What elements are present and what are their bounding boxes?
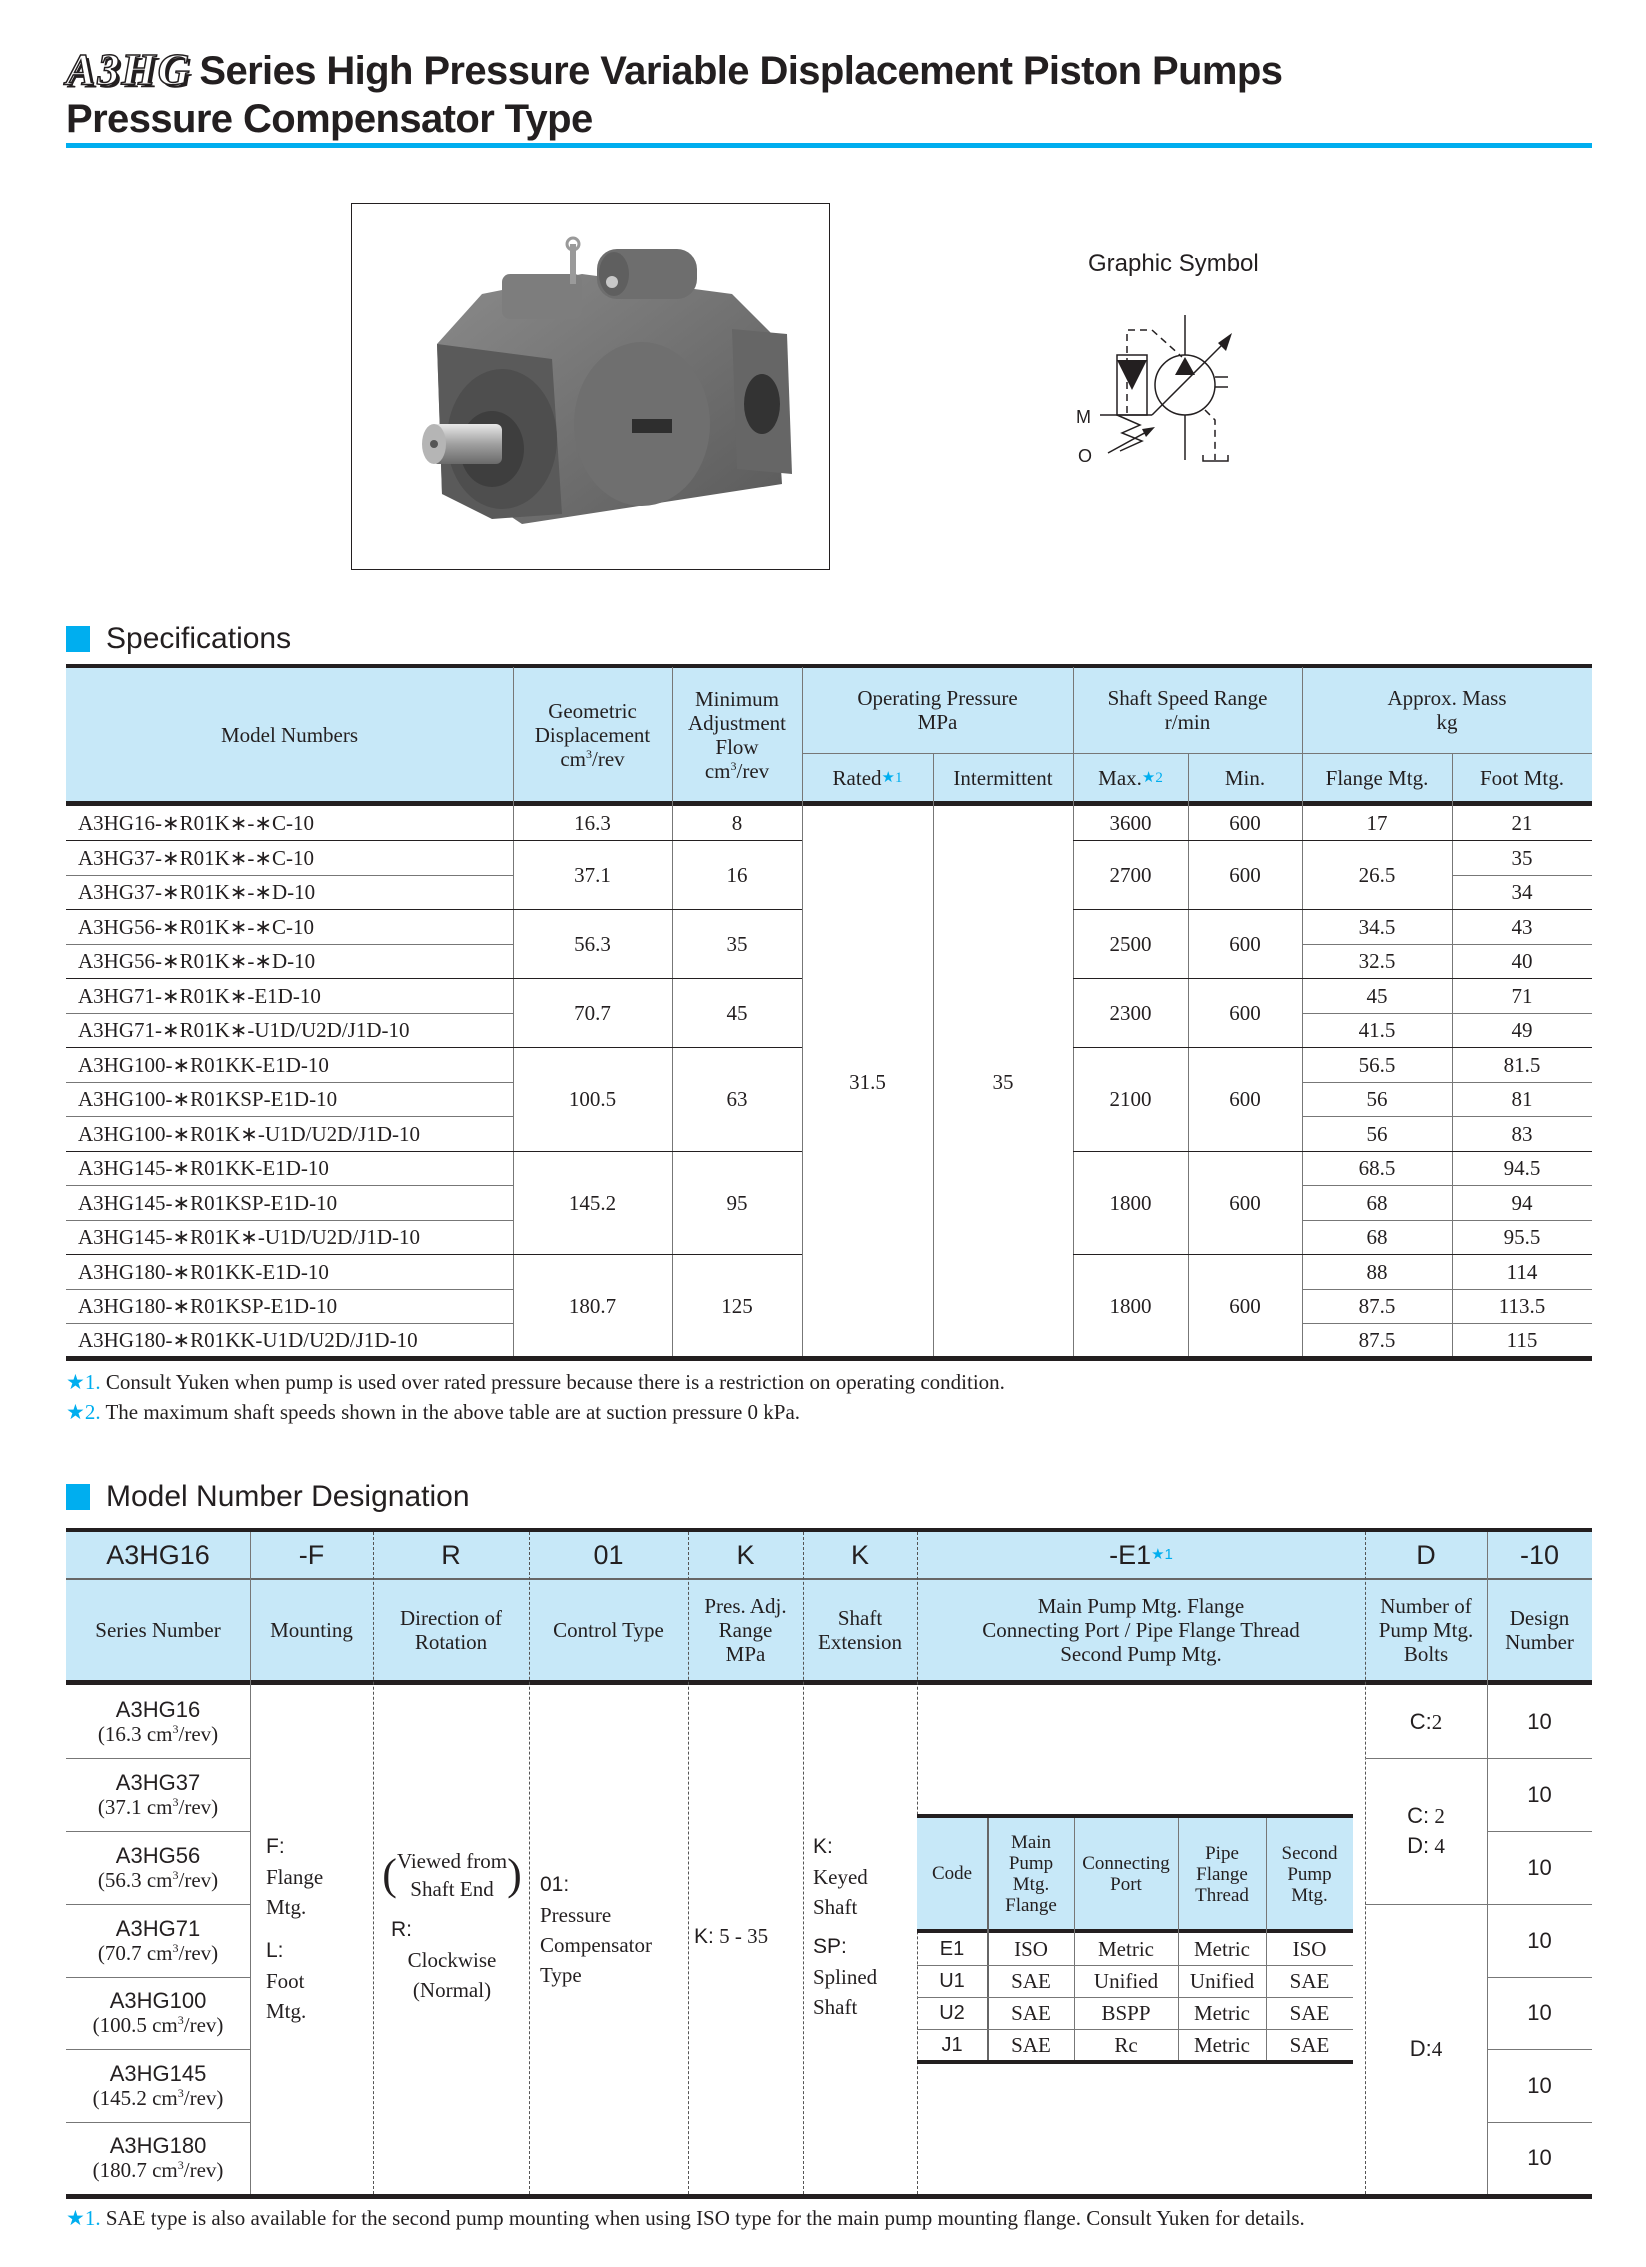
table-row: A3HG16-∗R01K∗-∗C-10 <box>78 811 314 835</box>
foot-mass-cell: 71 <box>1511 983 1533 1008</box>
page-title <box>66 46 1592 143</box>
code-pressure: K <box>736 1540 755 1570</box>
header-geometric-displacement: Geometric Displacement $cm^3$/rev <box>534 699 651 771</box>
label-series: Series Number <box>95 1618 221 1642</box>
min-flow-cell: 45 <box>726 1000 748 1025</box>
series-row: A3HG37 (37.1 $cm^3/rev$) <box>97 1769 219 1819</box>
foot-mass-cell: 83 <box>1511 1121 1533 1146</box>
foot-mass-cell: 35 <box>1511 845 1533 870</box>
title-divider <box>66 143 1592 148</box>
mounting-options: F: Flange Mtg. L: Foot Mtg. <box>266 1835 324 2023</box>
flange-mass-cell: 56 <box>1366 1087 1388 1111</box>
code-direction: R <box>441 1540 461 1570</box>
table-row: A3HG56-∗R01K∗-∗C-10 <box>78 914 314 939</box>
displacement-cell: 70.7 <box>574 1000 611 1025</box>
max-speed-cell: 2100 <box>1109 1087 1152 1111</box>
foot-mass-cell: 49 <box>1511 1018 1533 1042</box>
flange-row-conn: Unified <box>1093 1969 1159 1993</box>
displacement-cell: 100.5 <box>568 1087 617 1111</box>
code-flange: -E1 ★1 <box>1109 1540 1173 1570</box>
flange-mass-cell: 56.5 <box>1358 1052 1396 1077</box>
bolts-group-3: D: 4 <box>1409 2036 1443 2061</box>
header-min-adjustment-flow: Minimum Adjustment Flow $cm^3$/rev <box>688 687 786 783</box>
max-speed-cell: 1800 <box>1109 1293 1152 1318</box>
port-label-m: M <box>1076 407 1091 427</box>
flange-row-main: SAE <box>1011 2033 1051 2057</box>
header-foot-mtg: Foot Mtg. <box>1479 766 1565 790</box>
pressure-range: K: 5 - 35 <box>694 1924 769 1948</box>
label-mounting: Mounting <box>270 1618 353 1642</box>
displacement-cell: 180.7 <box>568 1293 617 1318</box>
flange-mass-cell: 17 <box>1366 811 1388 835</box>
min-speed-cell: 600 <box>1229 1293 1261 1318</box>
flange-header-pipe: Pipe Flange Thread <box>1195 1842 1249 1906</box>
min-flow-cell: 8 <box>731 811 743 835</box>
flange-mass-cell: 87.5 <box>1358 1294 1396 1318</box>
foot-mass-cell: 34 <box>1511 880 1533 904</box>
star-icon: ★2. <box>66 1400 101 1424</box>
label-control: Control Type <box>553 1618 664 1642</box>
min-speed-cell: 600 <box>1229 931 1261 956</box>
rated-pressure-cell: 31.5 <box>849 1070 886 1094</box>
design-number-cell: 10 <box>1527 1927 1552 1953</box>
bolts-group-2: C: 2 D: 4 <box>1407 1803 1445 1858</box>
bolts-group-1: C: 2 <box>1409 1708 1443 1734</box>
foot-mass-cell: 95.5 <box>1503 1225 1541 1249</box>
designation-footnote: ★1. SAE type is also available for the second pump mounting when using ISO type for the main pump mounting flange. Consult Yuken for details. <box>66 2206 1305 2230</box>
foot-mass-cell: 43 <box>1511 914 1533 939</box>
min-speed-cell: 600 <box>1229 811 1261 835</box>
displacement-cell: 145.2 <box>568 1190 617 1215</box>
label-flange: Main Pump Mtg. Flange Connecting Port / Pipe Flange Thread Second Pump Mtg. <box>982 1594 1300 1666</box>
design-number-cell: 10 <box>1527 1781 1552 1807</box>
flange-mass-cell: 87.5 <box>1358 1328 1396 1352</box>
direction-options: ( Viewed from Shaft End ) R: Clockwise (Normal) <box>382 1849 522 2002</box>
flange-row-conn: BSPP <box>1101 2001 1151 2025</box>
series-row: A3HG145 (145.2 $cm^3/rev$) <box>92 2060 224 2110</box>
foot-mass-cell: 81.5 <box>1503 1052 1541 1077</box>
foot-mass-cell: 115 <box>1506 1328 1538 1352</box>
design-number-cell: 10 <box>1527 2145 1552 2170</box>
flange-mass-cell: 68 <box>1366 1190 1388 1215</box>
min-flow-cell: 16 <box>726 862 748 887</box>
header-model-numbers: Model Numbers <box>220 723 359 747</box>
max-speed-cell: 2300 <box>1109 1000 1152 1025</box>
code-control: 01 <box>593 1540 624 1570</box>
flange-row-second: SAE <box>1289 2001 1330 2025</box>
header-approx-mass: Approx. Mass kg <box>1387 686 1507 734</box>
series-row: A3HG100 (100.5 $cm^3/rev$) <box>92 1988 224 2037</box>
table-row: A3HG56-∗R01K∗-∗D-10 <box>78 949 316 973</box>
min-flow-cell: 125 <box>721 1293 753 1318</box>
foot-mass-cell: 40 <box>1511 949 1533 973</box>
foot-mass-cell: 81 <box>1511 1087 1533 1111</box>
flange-header-second: Second Pump Mtg. <box>1281 1842 1338 1906</box>
flange-row-code: U2 <box>939 2002 965 2024</box>
foot-mass-cell: 114 <box>1506 1259 1538 1284</box>
code-series: A3HG16 <box>106 1540 210 1570</box>
design-number-cell: 10 <box>1527 2000 1552 2025</box>
flange-row-second: SAE <box>1289 1969 1330 1993</box>
spec-footnote-2: ★2. The maximum shaft speeds shown in the above table are at suction pressure 0 kPa. <box>66 1400 801 1424</box>
flange-mass-cell: 45 <box>1366 983 1388 1008</box>
flange-row-pipe: Metric <box>1194 2033 1250 2057</box>
table-row: A3HG37-∗R01K∗-∗C-10 <box>78 845 314 870</box>
design-number-cell: 10 <box>1527 2072 1552 2098</box>
flange-mass-cell: 26.5 <box>1358 862 1396 887</box>
flange-row-code: U1 <box>939 1970 965 1992</box>
section-marker-icon <box>66 626 90 652</box>
max-speed-cell: 2700 <box>1109 862 1152 887</box>
specifications-heading: Specifications <box>66 622 291 656</box>
flange-mass-cell: 88 <box>1366 1259 1388 1284</box>
flange-mass-cell: 41.5 <box>1358 1018 1396 1042</box>
flange-row-second: ISO <box>1292 1937 1327 1961</box>
flange-row-code: E1 <box>939 1938 965 1960</box>
table-row: A3HG100-∗R01KK-E1D-10 <box>78 1052 329 1077</box>
series-row: A3HG71 (70.7 $cm^3/rev$) <box>97 1915 219 1965</box>
a3hg-logo: A3HG <box>66 45 192 94</box>
section-marker-icon <box>66 1484 90 1510</box>
label-direction: Direction of Rotation <box>399 1606 503 1654</box>
table-row: A3HG100-∗R01K∗-U1D/U2D/J1D-10 <box>78 1121 421 1146</box>
code-shaft: K <box>850 1540 869 1570</box>
flange-mass-cell: 32.5 <box>1358 949 1396 973</box>
port-label-o: O <box>1078 446 1093 466</box>
table-row: A3HG71-∗R01K∗-E1D-10 <box>78 983 321 1008</box>
flange-header-connecting: Connecting Port <box>1082 1853 1170 1895</box>
spec-bottom-rule <box>66 1356 1592 1361</box>
header-shaft-speed: Shaft Speed Range r/min <box>1107 686 1268 734</box>
code-bolts: D <box>1416 1540 1436 1570</box>
flange-row-pipe: Metric <box>1194 2001 1250 2025</box>
title-line-1: A3HG Series High Pressure Variable Displacement Piston Pumps <box>66 45 1283 94</box>
series-row: A3HG180 (180.7 $cm^3/rev$) <box>92 2133 224 2182</box>
table-row: A3HG180-∗R01KK-E1D-10 <box>78 1259 329 1284</box>
pump-illustration-icon <box>352 204 828 568</box>
flange-row-main: SAE <box>1011 1969 1051 1993</box>
min-speed-cell: 600 <box>1229 1087 1261 1111</box>
spec-footnote-1: ★1. Consult Yuken when pump is used over rated pressure because there is a restriction on operating condition. <box>66 1370 1005 1394</box>
min-flow-cell: 35 <box>726 931 748 956</box>
star-icon: ★1. <box>66 1370 101 1394</box>
flange-row-conn: Rc <box>1114 2033 1138 2057</box>
flange-header-main: Main Pump Mtg. Flange <box>1005 1832 1057 1916</box>
table-row: A3HG180-∗R01KK-U1D/U2D/J1D-10 <box>78 1328 418 1352</box>
flange-row-pipe: Unified <box>1189 1969 1255 1993</box>
flange-row-main: SAE <box>1011 2001 1051 2025</box>
label-pressure: Pres. Adj. Range MPa <box>704 1594 787 1666</box>
flange-mass-cell: 34.5 <box>1358 914 1396 939</box>
displacement-cell: 37.1 <box>574 862 611 887</box>
table-row: A3HG145-∗R01K∗-U1D/U2D/J1D-10 <box>78 1225 421 1249</box>
foot-mass-cell: 113.5 <box>1498 1294 1546 1318</box>
flange-row-pipe: Metric <box>1194 1937 1250 1961</box>
code-mounting: -F <box>298 1540 325 1570</box>
table-row: A3HG180-∗R01KSP-E1D-10 <box>78 1294 338 1318</box>
series-row: A3HG16 (16.3 $cm^3/rev$) <box>97 1696 219 1746</box>
max-speed-cell: 1800 <box>1109 1190 1152 1215</box>
header-operating-pressure: Operating Pressure MPa <box>857 686 1018 734</box>
foot-mass-cell: 94.5 <box>1503 1156 1541 1180</box>
flange-row-conn: Metric <box>1098 1937 1154 1961</box>
table-row: A3HG145-∗R01KK-E1D-10 <box>78 1156 329 1180</box>
hydraulic-pump-symbol-icon <box>1100 315 1300 495</box>
max-speed-cell: 2500 <box>1109 931 1152 956</box>
series-row: A3HG56 (56.3 $cm^3/rev$) <box>97 1842 219 1892</box>
min-speed-cell: 600 <box>1229 1000 1261 1025</box>
flange-row-second: SAE <box>1289 2033 1330 2057</box>
code-design: -10 <box>1519 1540 1560 1570</box>
min-flow-cell: 95 <box>726 1190 748 1215</box>
header-rated: Rated ★1 <box>832 766 903 790</box>
design-number-cell: 10 <box>1527 1854 1552 1880</box>
flange-mass-cell: 68 <box>1366 1225 1388 1249</box>
pump-photo <box>351 203 830 570</box>
min-flow-cell: 63 <box>726 1087 748 1111</box>
header-max: Max. ★2 <box>1098 766 1163 790</box>
table-row: A3HG145-∗R01KSP-E1D-10 <box>78 1190 338 1215</box>
label-shaft: Shaft Extension <box>818 1606 902 1654</box>
header-min: Min. <box>1224 766 1266 790</box>
flange-row-main: ISO <box>1014 1937 1048 1961</box>
header-intermittent: Intermittent <box>953 766 1053 790</box>
flange-mass-cell: 56 <box>1366 1121 1388 1146</box>
shaft-options: K: Keyed Shaft SP: Splined Shaft <box>813 1835 878 2019</box>
design-number-cell: 10 <box>1527 1708 1552 1734</box>
flange-mass-cell: 68.5 <box>1358 1156 1396 1180</box>
table-row: A3HG100-∗R01KSP-E1D-10 <box>78 1087 338 1111</box>
model-designation-heading: Model Number Designation <box>66 1480 470 1514</box>
control-options: 01: Pressure Compensator Type <box>540 1873 652 1987</box>
label-design: Design Number <box>1505 1606 1574 1654</box>
foot-mass-cell: 21 <box>1511 811 1533 835</box>
table-row: A3HG37-∗R01K∗-∗D-10 <box>78 880 316 904</box>
flange-row-code: J1 <box>941 2034 963 2056</box>
min-speed-cell: 600 <box>1229 862 1261 887</box>
foot-mass-cell: 94 <box>1511 1190 1533 1215</box>
title-line-2: Pressure Compensator Type <box>66 97 593 141</box>
max-speed-cell: 3600 <box>1109 811 1152 835</box>
table-row: A3HG71-∗R01K∗-U1D/U2D/J1D-10 <box>78 1018 410 1042</box>
displacement-cell: 16.3 <box>574 811 611 835</box>
header-flange-mtg: Flange Mtg. <box>1325 766 1429 790</box>
star-icon: ★1. <box>66 2206 101 2230</box>
min-speed-cell: 600 <box>1229 1190 1261 1215</box>
displacement-cell: 56.3 <box>574 931 611 956</box>
flange-header-code: Code <box>931 1863 973 1884</box>
label-bolts: Number of Pump Mtg. Bolts <box>1378 1594 1474 1666</box>
intermittent-pressure-cell: 35 <box>992 1070 1014 1094</box>
graphic-symbol-title: Graphic Symbol <box>1088 250 1259 277</box>
